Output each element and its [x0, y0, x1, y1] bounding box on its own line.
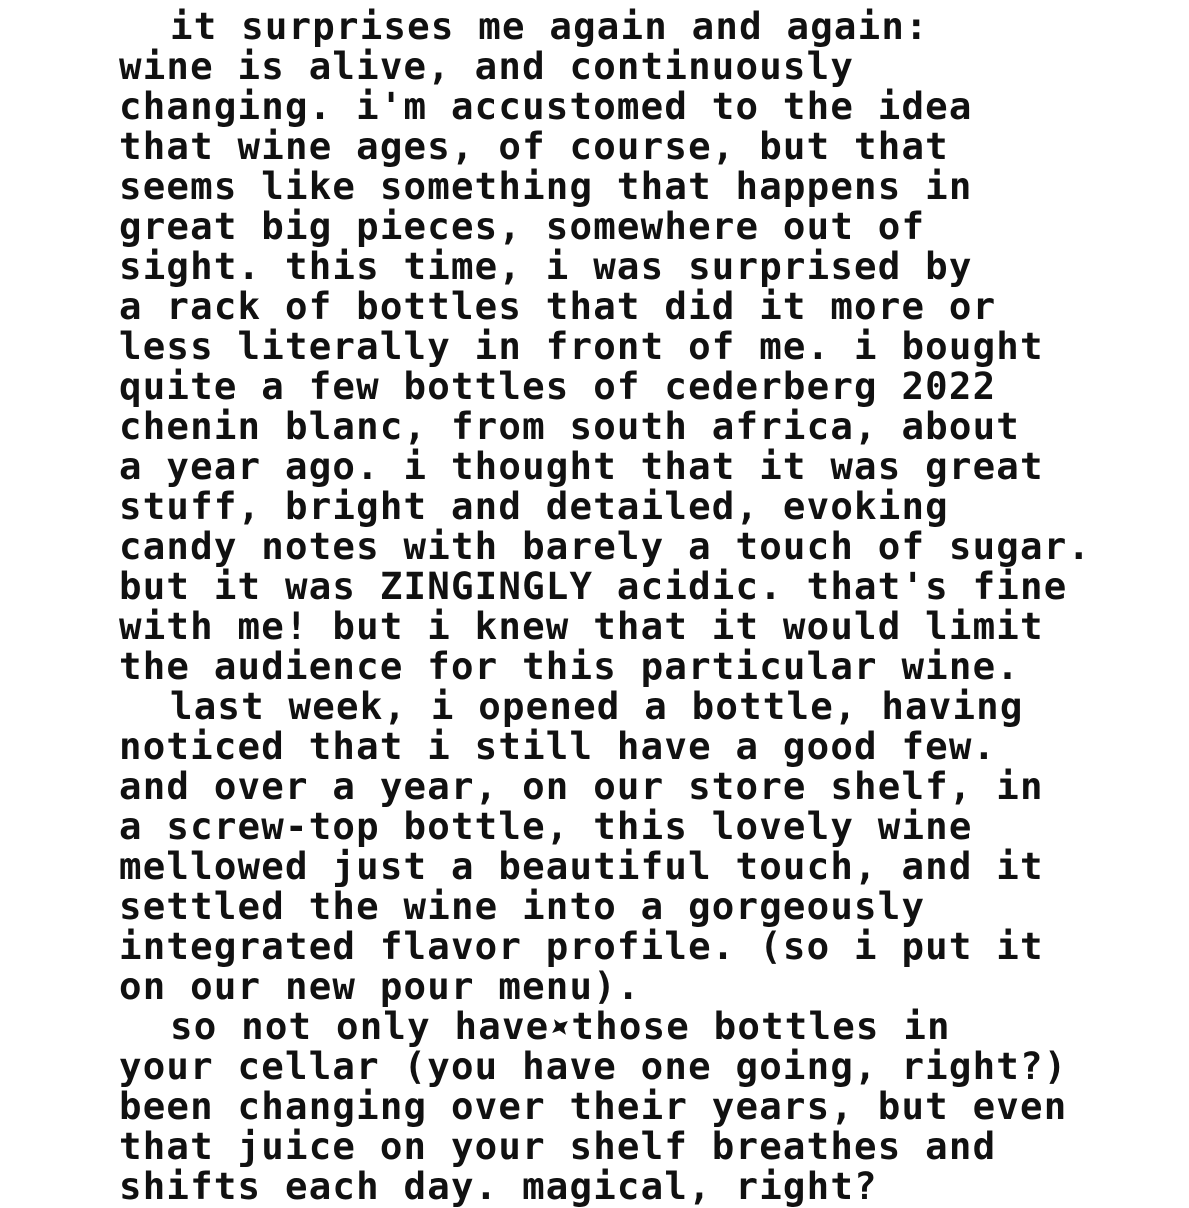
text-line: wine is alive, and continuously — [119, 44, 855, 88]
text-segment: so not only have — [170, 1004, 550, 1048]
text-line: it surprises me again and again: — [170, 4, 929, 48]
text-line: that wine ages, of course, but that — [119, 124, 949, 168]
text-line: seems like something that happens in — [119, 164, 973, 208]
text-line: changing. i'm accustomed to the idea — [119, 84, 973, 128]
text-line: less literally in front of me. i bought — [119, 324, 1044, 368]
strikeover-mark-icon — [552, 1019, 568, 1035]
text-line: mellowed just a beautiful touch, and it — [119, 844, 1044, 888]
typewritten-text — [119, 6, 1179, 1206]
text-segment: those bottles in — [571, 1004, 951, 1048]
text-line: a screw-top bottle, this lovely wine — [119, 804, 973, 848]
text-line: but it was ZINGINGLY acidic. that's fine — [119, 564, 1068, 608]
text-line: with me! but i knew that it would limit — [119, 604, 1044, 648]
text-line: been changing over their years, but even — [119, 1084, 1068, 1128]
text-line: shifts each day. magical, right? — [119, 1164, 878, 1208]
text-line: on our new pour menu). — [119, 964, 641, 1008]
text-line: the audience for this particular wine. — [119, 644, 1021, 688]
text-line — [119, 1006, 1179, 1046]
text-line: a year ago. i thought that it was great — [119, 444, 1044, 488]
text-line: your cellar (you have one going, right?) — [119, 1044, 1068, 1088]
text-line: noticed that i still have a good few. — [119, 724, 997, 768]
text-line: that juice on your shelf breathes and — [119, 1124, 997, 1168]
text-line: sight. this time, i was surprised by — [119, 244, 973, 288]
text-line: settled the wine into a gorgeously — [119, 884, 926, 928]
text-line: candy notes with barely a touch of sugar. — [119, 524, 1092, 568]
text-line: chenin blanc, from south africa, about — [119, 404, 1021, 448]
text-line: great big pieces, somewhere out of — [119, 204, 926, 248]
text-line: quite a few bottles of cederberg 2022 — [119, 364, 997, 408]
text-line: integrated flavor profile. (so i put it — [119, 924, 1044, 968]
text-line: stuff, bright and detailed, evoking — [119, 484, 949, 528]
text-line: and over a year, on our store shelf, in — [119, 764, 1044, 808]
text-line: last week, i opened a bottle, having — [170, 684, 1024, 728]
text-line: a rack of bottles that did it more or — [119, 284, 997, 328]
